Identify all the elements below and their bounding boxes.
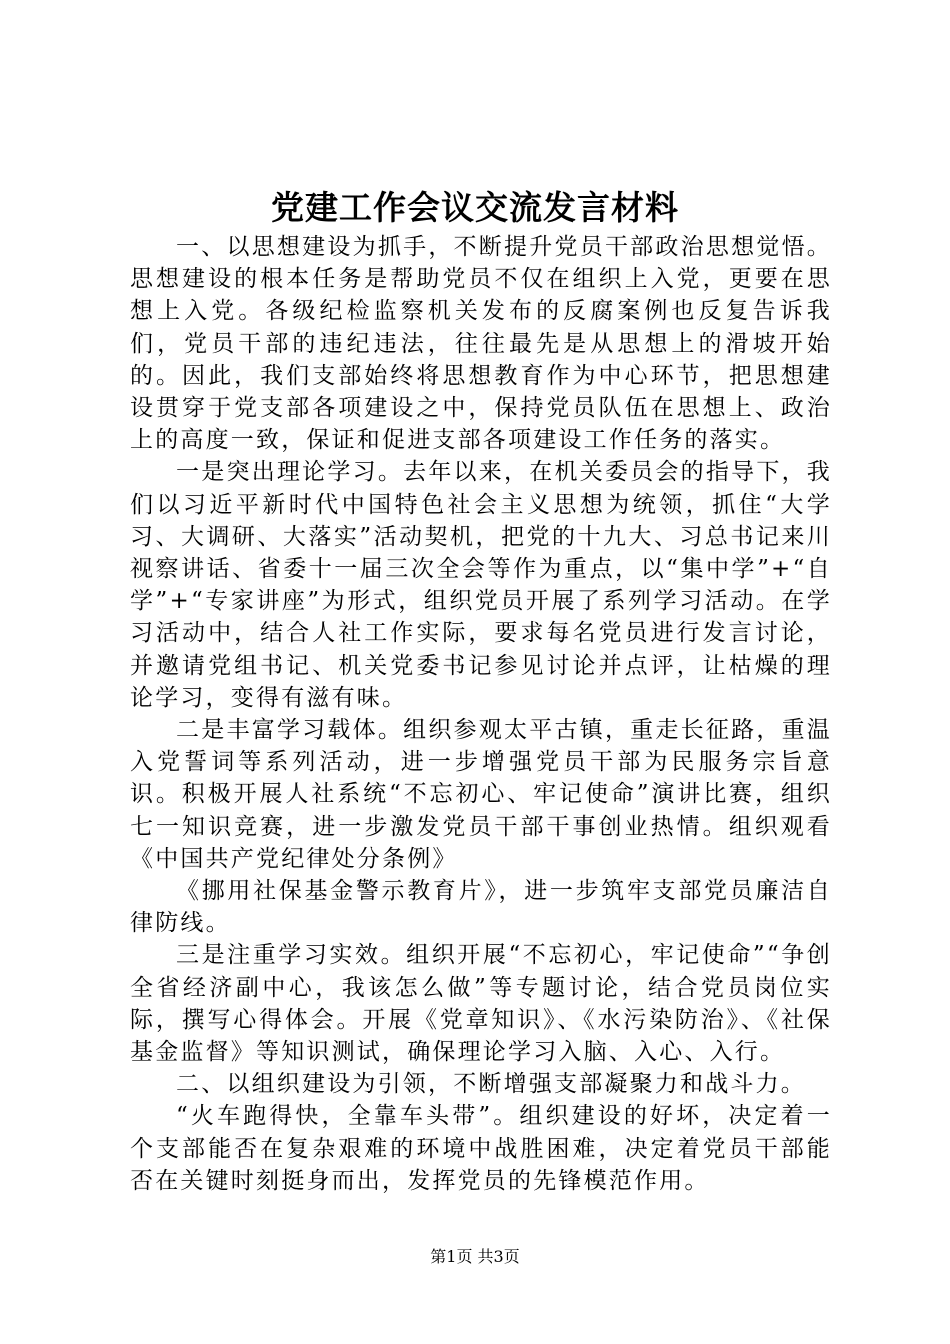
paragraph-3: 二是丰富学习载体。组织参观太平古镇，重走长征路，重温入党誓词等系列活动，进一步增强党员干部为民服务宗旨意识。积极开展人社系统“不忘初心、牢记使命”演讲比赛，组织七一知识竞赛，进一步激发党员干部干事创业热情。组织观看《中国共产党纪律处分条例》	[130, 717, 832, 872]
paragraph-5: 三是注重学习实效。组织开展“不忘初心，牢记使命”“争创全省经济副中心，我该怎么做”等专题讨论，结合党员岗位实际，撰写心得体会。开展《党章知识》、《水污染防治》、《社保基金监督》等知识测试，确保理论学习入脑、入心、入行。	[130, 942, 832, 1066]
paragraph-1: 一、以思想建设为抓手，不断提升党员干部政治思想觉悟。思想建设的根本任务是帮助党员不仅在组织上入党，更要在思想上入党。各级纪检监察机关发布的反腐案例也反复告诉我们，党员干部的违纪违法，往往最先是从思想上的滑坡开始的。因此，我们支部始终将思想教育作为中心环节，把思想建设贯穿于党支部各项建设之中，保持党员队伍在思想上、政治上的高度一致，保证和促进支部各项建设工作任务的落实。	[130, 234, 832, 454]
page-number-footer: 第1页 共3页	[430, 1247, 520, 1266]
document-body	[130, 231, 832, 1197]
document-title: 党建工作会议交流发言材料	[271, 188, 679, 227]
paragraph-6: 二、以组织建设为引领，不断增强支部凝聚力和战斗力。	[176, 1071, 806, 1098]
paragraph-2: 一是突出理论学习。去年以来，在机关委员会的指导下，我们以习近平新时代中国特色社会主义思想为统领，抓住“大学习、大调研、大落实”活动契机，把党的十九大、习总书记来川视察讲话、省委十一届三次全会等作为重点，以“集中学”+“自学”+“专家讲座”为形式，组织党员开展了系列学习活动。在学习活动中，结合人社工作实际，要求每名党员进行发言讨论，并邀请党组书记、机关党委书记参见讨论并点评，让枯燥的理论学习，变得有滋有味。	[130, 459, 832, 711]
paragraph-7: “火车跑得快，全靠车头带”。组织建设的好坏，决定着一个支部能否在复杂艰难的环境中战胜困难，决定着党员干部能否在关键时刻挺身而出，发挥党员的先锋模范作用。	[130, 1103, 832, 1194]
paragraph-4: 《挪用社保基金警示教育片》，进一步筑牢支部党员廉洁自律防线。	[130, 878, 832, 937]
